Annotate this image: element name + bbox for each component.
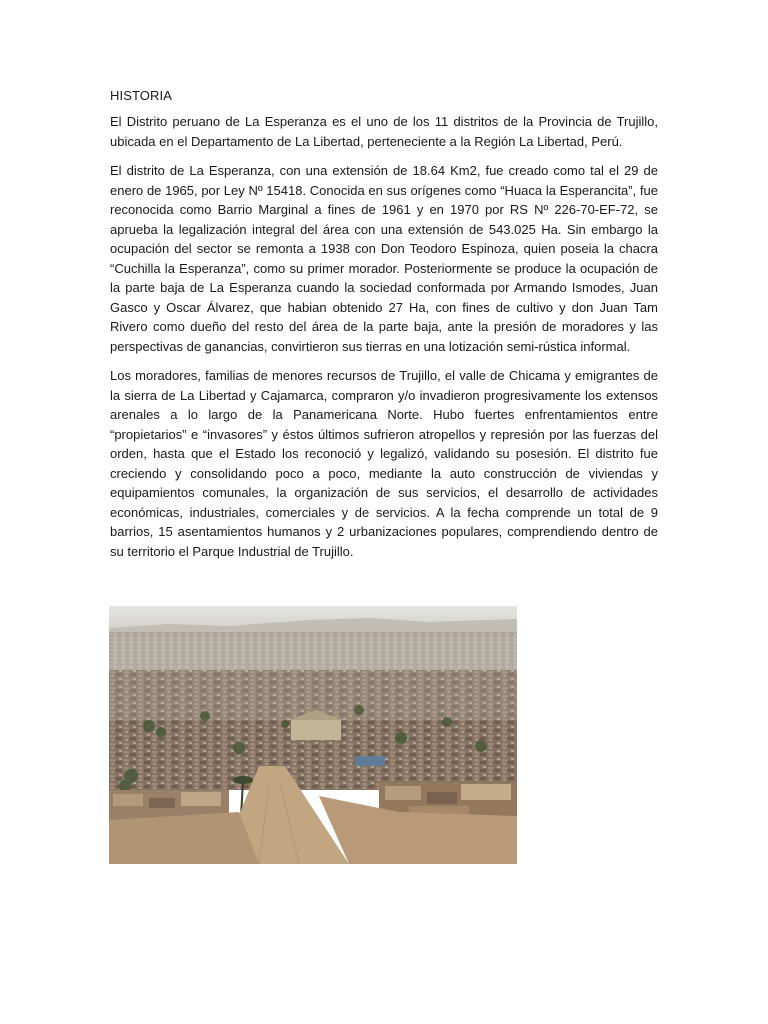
paragraph-2: El distrito de La Esperanza, con una extensión de 18.64 Km2, fue creado como tal el 29 de enero de 1965, por Ley Nº 15418. Conocida en sus orígenes como “Huaca la Esperancita”, fue reconocida como Barrio Marginal a fines de 1961 y en 1970 por RS Nº 226-70-EF-72, se aprueba la legalización integral del área con una extensión de 543.025 Ha. Sin embargo la ocupación del sector se remonta a 1938 con Don Teodoro Espinoza, quien poseia la chacra “Cuchilla la Esperanza”, como su primer morador. Posteriormente se produce la ocupación de la parte baja de La Esperanza cuando la sociedad conformada por Armando Ismodes, Juan Gasco y Oscar Álvarez, que habian obtenido 27 Ha, con fines de cultivo y don Juan Tam Rivero como dueño del resto del área de la parte baja, ante la presión de moradores y las perspectivas de ganancias, convirtieron sus tierras en una lotización semi-rústica informal.: [110, 163, 658, 354]
section-heading: HISTORIA: [110, 88, 172, 103]
paragraph-1: El Distrito peruano de La Esperanza es el uno de los 11 distritos de la Provincia de Trujillo, ubicada en el Departamento de La Libertad, perteneciente a la Región La Libertad, Perú.: [110, 114, 658, 149]
photo-illustration: [109, 606, 517, 864]
district-aerial-photo: [109, 606, 517, 864]
document-body: [110, 86, 658, 571]
paragraph-3: Los moradores, familias de menores recursos de Trujillo, el valle de Chicama y emigrantes de la sierra de La Libertad y Cajamarca, compraron y/o invadieron progresivamente los extensos arenales a lo largo de la Panamericana Norte. Hubo fuertes enfrentamientos entre “propietarios” e “invasores” y éstos últimos sufrieron atropellos y represión por las fuerzas del orden, hasta que el Estado los reconoció y legalizó, validando su posesión. El distrito fue creciendo y consolidando poco a poco, mediante la auto construcción de viviendas y equipamientos comunales, la organización de sus servicios, el desarrollo de actividades económicas, industriales, comerciales y de servicios. A la fecha comprende un total de 9 barrios, 15 asentamientos humanos y 2 urbanizaciones populares, comprendiendo dentro de su territorio el Parque Industrial de Trujillo.: [110, 368, 658, 559]
